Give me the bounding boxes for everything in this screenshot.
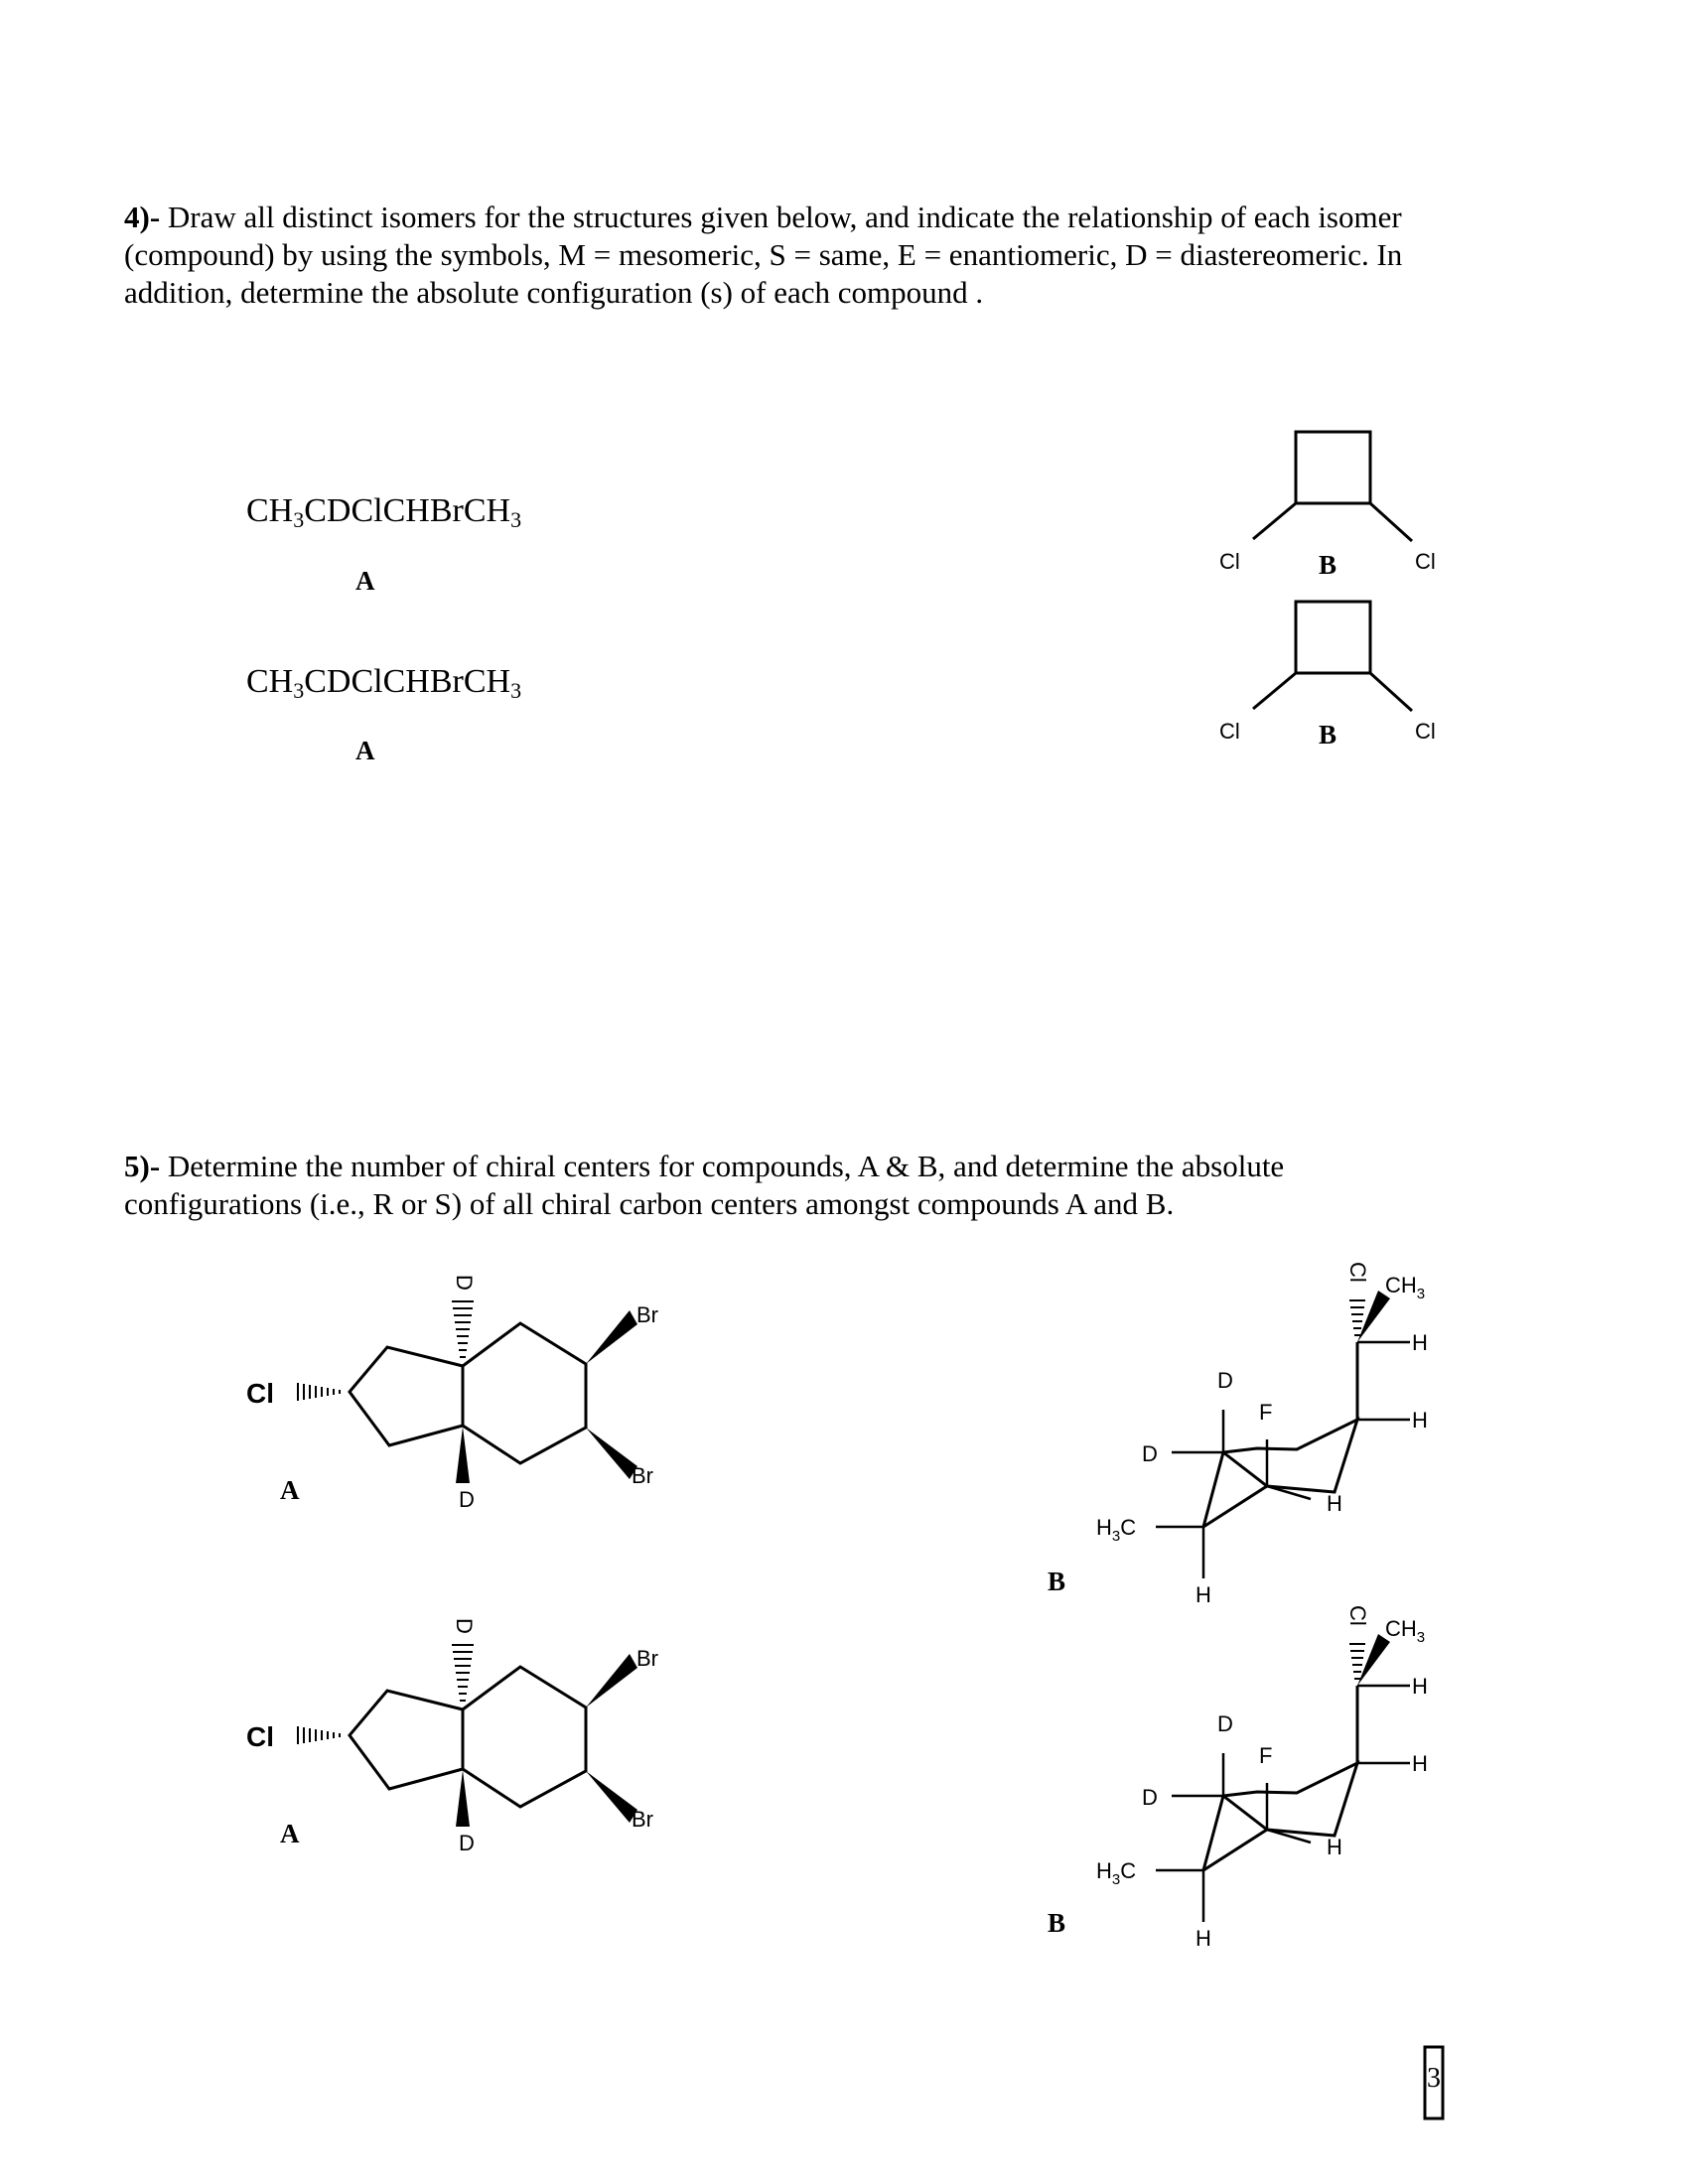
h3c-atom: $H_3C$	[1096, 1858, 1137, 1888]
d-atom: D	[1142, 1785, 1158, 1810]
formula-a-2: $CH_3CDClCHBrCH_3$	[246, 663, 522, 703]
h-atom: H	[1196, 1582, 1211, 1607]
cl-atom: Cl	[1345, 1262, 1370, 1283]
h3c-atom: $H_3C$	[1096, 1515, 1137, 1545]
cyclobutane-structure-2	[1253, 602, 1412, 711]
d-atom: D	[1217, 1711, 1233, 1736]
cl-atom: Cl	[1219, 719, 1240, 744]
d-atom: D	[459, 1831, 475, 1855]
h-atom: H	[1412, 1674, 1428, 1699]
label-b-q5-1: B	[1048, 1567, 1066, 1596]
d-atom: D	[452, 1275, 477, 1291]
cyclobutane-structure-1	[1253, 432, 1412, 541]
cl-atom: Cl	[246, 1378, 274, 1409]
d-atom: D	[1217, 1368, 1233, 1393]
f-atom: F	[1259, 1400, 1273, 1425]
ch3-atom: $CH_3$	[1385, 1616, 1426, 1646]
formula-a-1: $CH_3CDClCHBrCH_3$	[246, 492, 522, 532]
h-atom: H	[1412, 1330, 1428, 1355]
ch3-atom: $CH_3$	[1385, 1273, 1426, 1302]
h-atom: H	[1196, 1926, 1211, 1951]
question-4-number: 4)-	[124, 200, 161, 234]
label-a-q4-2: A	[355, 736, 375, 765]
br-atom: Br	[636, 1646, 658, 1671]
br-atom: Br	[632, 1463, 653, 1488]
cl-atom: Cl	[1415, 549, 1436, 574]
d-atom: D	[1142, 1441, 1158, 1466]
cl-atom: Cl	[1345, 1605, 1370, 1626]
label-a-q4-1: A	[355, 566, 375, 596]
label-b-q5-2: B	[1048, 1908, 1066, 1938]
question-5-body: Determine the number of chiral centers for compounds, A & B, and determine the absolute configurations (i.e., R or S) of all chiral carbon centers amongst compounds A and B.	[124, 1149, 1285, 1221]
br-atom: Br	[632, 1807, 653, 1832]
label-b-q4-1: B	[1319, 550, 1337, 580]
hydrindane-structure-1	[298, 1301, 637, 1483]
h-atom: H	[1327, 1835, 1342, 1859]
hydrindane-structure-2	[298, 1645, 637, 1827]
chair-structure-1	[1156, 1291, 1410, 1578]
page-number: 3	[1427, 2063, 1441, 2094]
chair-structure-2	[1156, 1634, 1410, 1922]
cl-atom: Cl	[246, 1721, 274, 1752]
cl-atom: Cl	[1219, 549, 1240, 574]
h-atom: H	[1412, 1751, 1428, 1776]
label-b-q4-2: B	[1319, 720, 1337, 750]
f-atom: F	[1259, 1743, 1273, 1768]
h-atom: H	[1412, 1408, 1428, 1433]
br-atom: Br	[636, 1302, 658, 1327]
cl-atom: Cl	[1415, 719, 1436, 744]
h-atom: H	[1327, 1491, 1342, 1516]
d-atom: D	[452, 1618, 477, 1634]
label-a-q5-2: A	[280, 1819, 300, 1848]
question-5-number: 5)-	[124, 1149, 161, 1183]
question-4-body: Draw all distinct isomers for the structures given below, and indicate the relationship of each isomer (compound) by using the symbols, M = mesomeric, S = same, E = enantiomeric, D = diastereomeric. In addition, determine the absolute configuration (s) of each compound .	[124, 200, 1403, 310]
label-a-q5-1: A	[280, 1475, 300, 1505]
d-atom: D	[459, 1487, 475, 1512]
